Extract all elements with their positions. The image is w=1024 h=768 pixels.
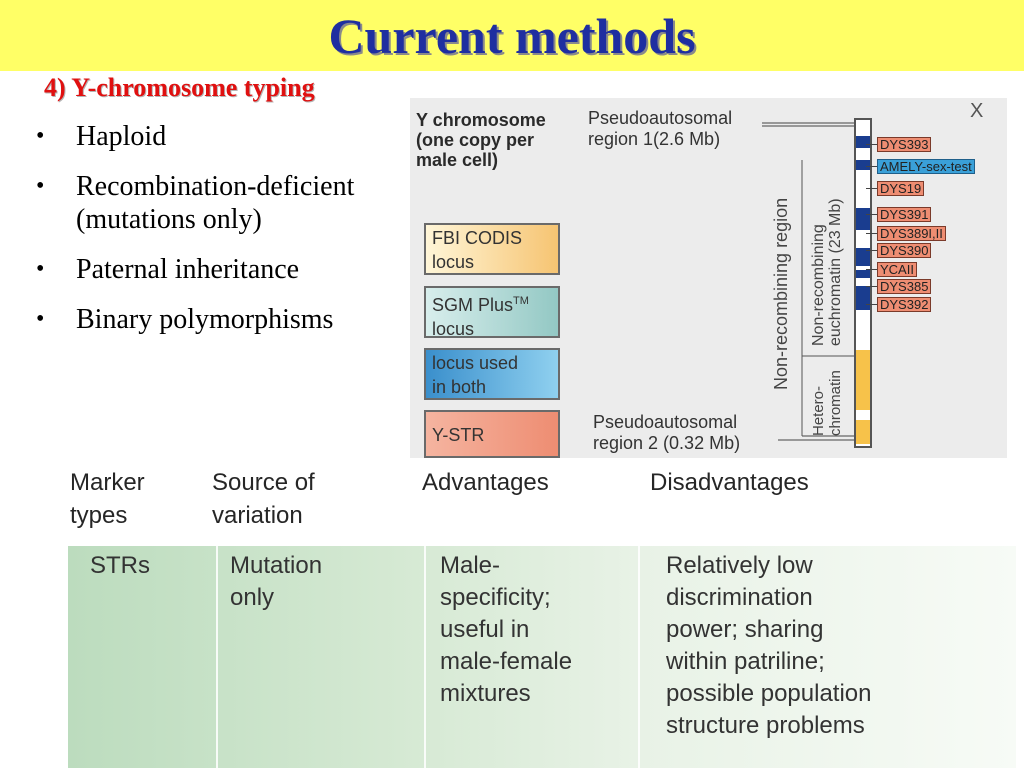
column-divider [424,546,426,768]
marker-dys385: DYS385 [877,279,931,294]
cell-line: useful in [440,616,530,643]
header-line: Advantages [422,469,549,496]
header-marker-types [70,466,145,532]
header-line: Disadvantages [650,469,809,496]
marker-dys390: DYS390 [877,243,931,258]
pseudoautosomal-1-line: Pseudoautosomal [588,108,733,128]
bullet-text: Haploid [76,121,167,152]
y-chromosome-diagram [410,98,1007,458]
cell-line: discrimination [666,584,813,611]
legend-y-str [424,410,560,458]
marker-dys391: DYS391 [877,207,931,222]
trademark-mark: TM [513,295,529,307]
cell-line: only [230,584,275,611]
cell-advantages [440,550,572,710]
column-divider [638,546,640,768]
legend-ystr-line: Y-STR [432,425,485,445]
chromosome-band [856,270,870,278]
legend-fbi-line: locus [432,252,475,272]
slide-subtitle: 4) Y-chromosome typing [44,73,315,102]
bullet-text: Paternal inheritance [76,254,300,285]
chromosome-band [856,208,870,230]
marker-dys392: DYS392 [877,297,931,312]
x-label: X [970,100,984,122]
heterochromatin-label [810,336,844,436]
marker-ycaii: YCAII [877,262,917,277]
cell-marker-type [90,550,150,582]
bullet-list [28,120,403,353]
cell-line: possible population [666,680,872,707]
cell-line: within patriline; [666,648,825,675]
bullet-text: Binary polymorphisms [76,304,334,335]
slide-title: Current methods [328,8,696,64]
y-chromosome-line: Y chromosome [416,110,546,130]
bullet-dot-icon: • [36,123,45,149]
header-source-of-variation [212,466,315,532]
cell-source-of-variation [230,550,322,614]
euchromatin-line: euchromatin (23 Mb) [827,198,844,346]
header-line: Source of [212,469,315,496]
legend-sgm-text: SGM Plus [432,295,514,315]
bullet-item [28,120,403,153]
leader-lines [410,98,1007,458]
heterochromatin-segment [856,350,870,410]
non-recombining-euchromatin-label [810,146,844,346]
pseudoautosomal-2-line: region 2 (0.32 Mb) [593,433,741,453]
bullet-item [28,303,403,336]
legend-both-line: locus used [432,353,519,373]
chromosome-band [856,160,870,170]
cell-line: specificity; [440,584,551,611]
marker-amely: AMELY-sex-test [877,159,975,174]
pseudoautosomal-2-line: Pseudoautosomal [593,412,738,432]
marker-dys389: DYS389I,II [877,226,946,241]
non-recombining-region-label: Non-recombining region [771,197,791,390]
column-divider [216,546,218,768]
cell-line: Relatively low [666,552,813,579]
cell-line: power; sharing [666,616,824,643]
bullet-item [28,170,403,236]
legend-sgm-line [432,289,552,317]
bullet-dot-icon: • [36,173,45,199]
bullet-dot-icon: • [36,256,45,282]
pseudoautosomal-1-line: region 1(2.6 Mb) [588,129,721,149]
euchromatin-line: Non-recombining [810,224,827,346]
heterochromatin-line: Hetero- [810,385,827,436]
cell-disadvantages [666,550,872,742]
bullet-dot-icon: • [36,306,45,332]
heterochromatin-line: chromatin [827,370,844,436]
pseudoautosomal-region-2-label [593,412,740,454]
header-line: types [70,502,128,529]
chromosome-bar [854,118,872,448]
cell-line: structure problems [666,712,865,739]
cell-line: STRs [90,552,150,579]
marker-dys393: DYS393 [877,137,931,152]
legend-both-line: in both [432,377,487,397]
legend-locus-both [424,348,560,400]
header-disadvantages [650,466,809,499]
y-chromosome-line: male cell) [416,150,499,170]
heterochromatin-segment [856,420,870,444]
marker-dys19: DYS19 [877,181,924,196]
header-line: Marker [70,469,145,496]
legend-sgm-plus [424,286,560,338]
cell-line: mixtures [440,680,531,707]
header-line: variation [212,502,303,529]
y-chromosome-line: (one copy per [416,130,535,150]
chromosome-band [856,136,870,148]
cell-line: male-female [440,648,573,675]
header-advantages [422,466,549,499]
bullet-item [28,253,403,286]
legend-sgm-line: locus [432,319,475,339]
cell-line: Male- [440,552,501,579]
legend-fbi-codis [424,223,560,275]
cell-line: Mutation [230,552,323,579]
bullet-text: Recombination-deficient (mutations only) [76,171,355,235]
legend-fbi-line: FBI CODIS [432,228,523,248]
chromosome-band [856,286,870,310]
